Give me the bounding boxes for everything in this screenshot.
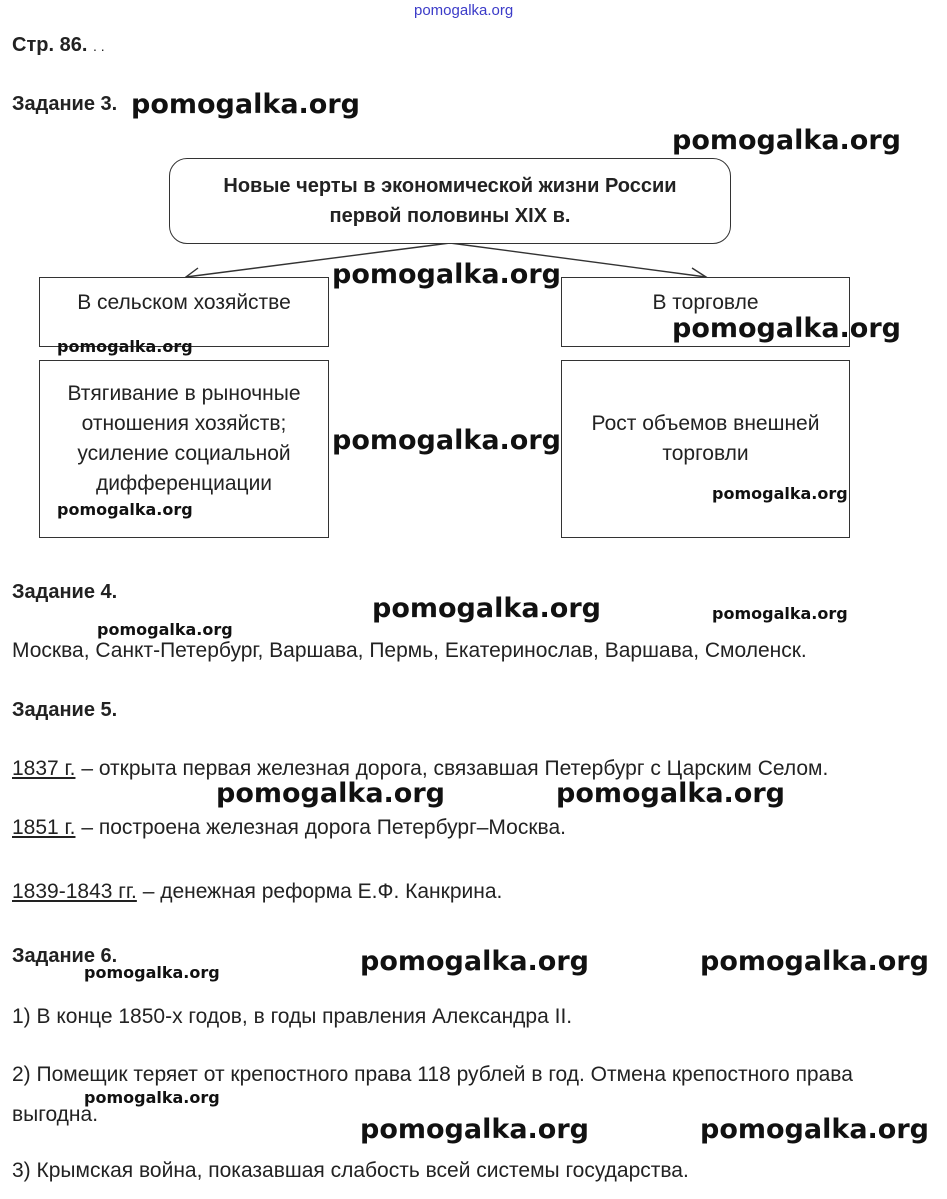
task5-date: 1851 г. bbox=[12, 816, 76, 839]
watermark-small: pomogalka.org bbox=[57, 337, 193, 356]
diagram-left-body-line: дифференциации bbox=[95, 472, 273, 495]
task6-answer-2-line1: 2) Помещик теряет от крепостного права 118 рублей в год. Отмена крепостного права bbox=[12, 1063, 853, 1086]
watermark: pomogalka.org bbox=[360, 946, 589, 977]
task5-item bbox=[12, 880, 502, 904]
watermark-small: pomogalka.org bbox=[712, 484, 848, 503]
page-number-dots: . . bbox=[92, 38, 105, 54]
diagram-right-body-line: торговли bbox=[662, 442, 749, 465]
task4-heading: Задание 4. bbox=[12, 581, 118, 603]
watermark-small: pomogalka.org bbox=[712, 604, 848, 623]
diagram-left-body-line: Втягивание в рыночные bbox=[67, 382, 301, 405]
watermark: pomogalka.org bbox=[372, 593, 601, 624]
task5-date: 1837 г. bbox=[12, 757, 76, 780]
watermark: pomogalka.org bbox=[700, 1114, 929, 1145]
task3-heading: Задание 3. bbox=[12, 93, 118, 115]
task6-answer-3: 3) Крымская война, показавшая слабость всей системы государства. bbox=[12, 1159, 689, 1182]
diagram-left-body-line: отношения хозяйств; bbox=[81, 412, 287, 435]
watermark: pomogalka.org bbox=[672, 313, 901, 344]
watermark: pomogalka.org bbox=[332, 259, 561, 290]
diagram-left-body-line: усиление социальной bbox=[77, 442, 291, 465]
task5-desc: – денежная реформа Е.Ф. Канкрина. bbox=[136, 880, 503, 903]
watermark: pomogalka.org bbox=[360, 1114, 589, 1145]
diagram-left-head: В сельском хозяйстве bbox=[77, 291, 291, 314]
task4-text: Москва, Санкт-Петербург, Варшава, Пермь, Екатеринослав, Варшава, Смоленск. bbox=[12, 639, 807, 662]
diagram-title-box bbox=[169, 158, 731, 244]
page-number-text: Стр. 86. bbox=[12, 34, 88, 56]
task5-date: 1839-1843 гг. bbox=[12, 880, 137, 903]
task5-heading: Задание 5. bbox=[12, 699, 118, 721]
watermark: pomogalka.org bbox=[332, 425, 561, 456]
task5-desc: – построена железная дорога Петербург–Москва. bbox=[75, 816, 566, 839]
watermark-small: pomogalka.org bbox=[97, 620, 233, 639]
watermark: pomogalka.org bbox=[216, 778, 445, 809]
watermark-small: pomogalka.org bbox=[57, 500, 193, 519]
task5-item bbox=[12, 816, 566, 840]
watermark: pomogalka.org bbox=[556, 778, 785, 809]
task6-answer-2-line2: выгодна. bbox=[12, 1103, 99, 1126]
watermark: pomogalka.org bbox=[131, 89, 360, 120]
task6-answer-1: 1) В конце 1850-х годов, в годы правления Александра II. bbox=[12, 1005, 573, 1028]
diagram-title-line2: первой половины XIX в. bbox=[329, 205, 571, 227]
watermark-top[interactable]: pomogalka.org bbox=[414, 2, 514, 19]
watermark-small: pomogalka.org bbox=[84, 963, 220, 982]
diagram-right-body-line: Рост объемов внешней bbox=[591, 412, 820, 435]
diagram-right-head: В торговле bbox=[652, 291, 759, 314]
task5-desc: – открыта первая железная дорога, связавшая Петербург с Царским Селом. bbox=[75, 757, 829, 780]
watermark: pomogalka.org bbox=[672, 125, 901, 156]
diagram-title-line1: Новые черты в экономической жизни России bbox=[223, 175, 677, 197]
watermark: pomogalka.org bbox=[700, 946, 929, 977]
diagram-right-body-box bbox=[561, 360, 850, 538]
watermark-small: pomogalka.org bbox=[84, 1088, 220, 1107]
task6-heading: Задание 6. bbox=[12, 945, 118, 967]
